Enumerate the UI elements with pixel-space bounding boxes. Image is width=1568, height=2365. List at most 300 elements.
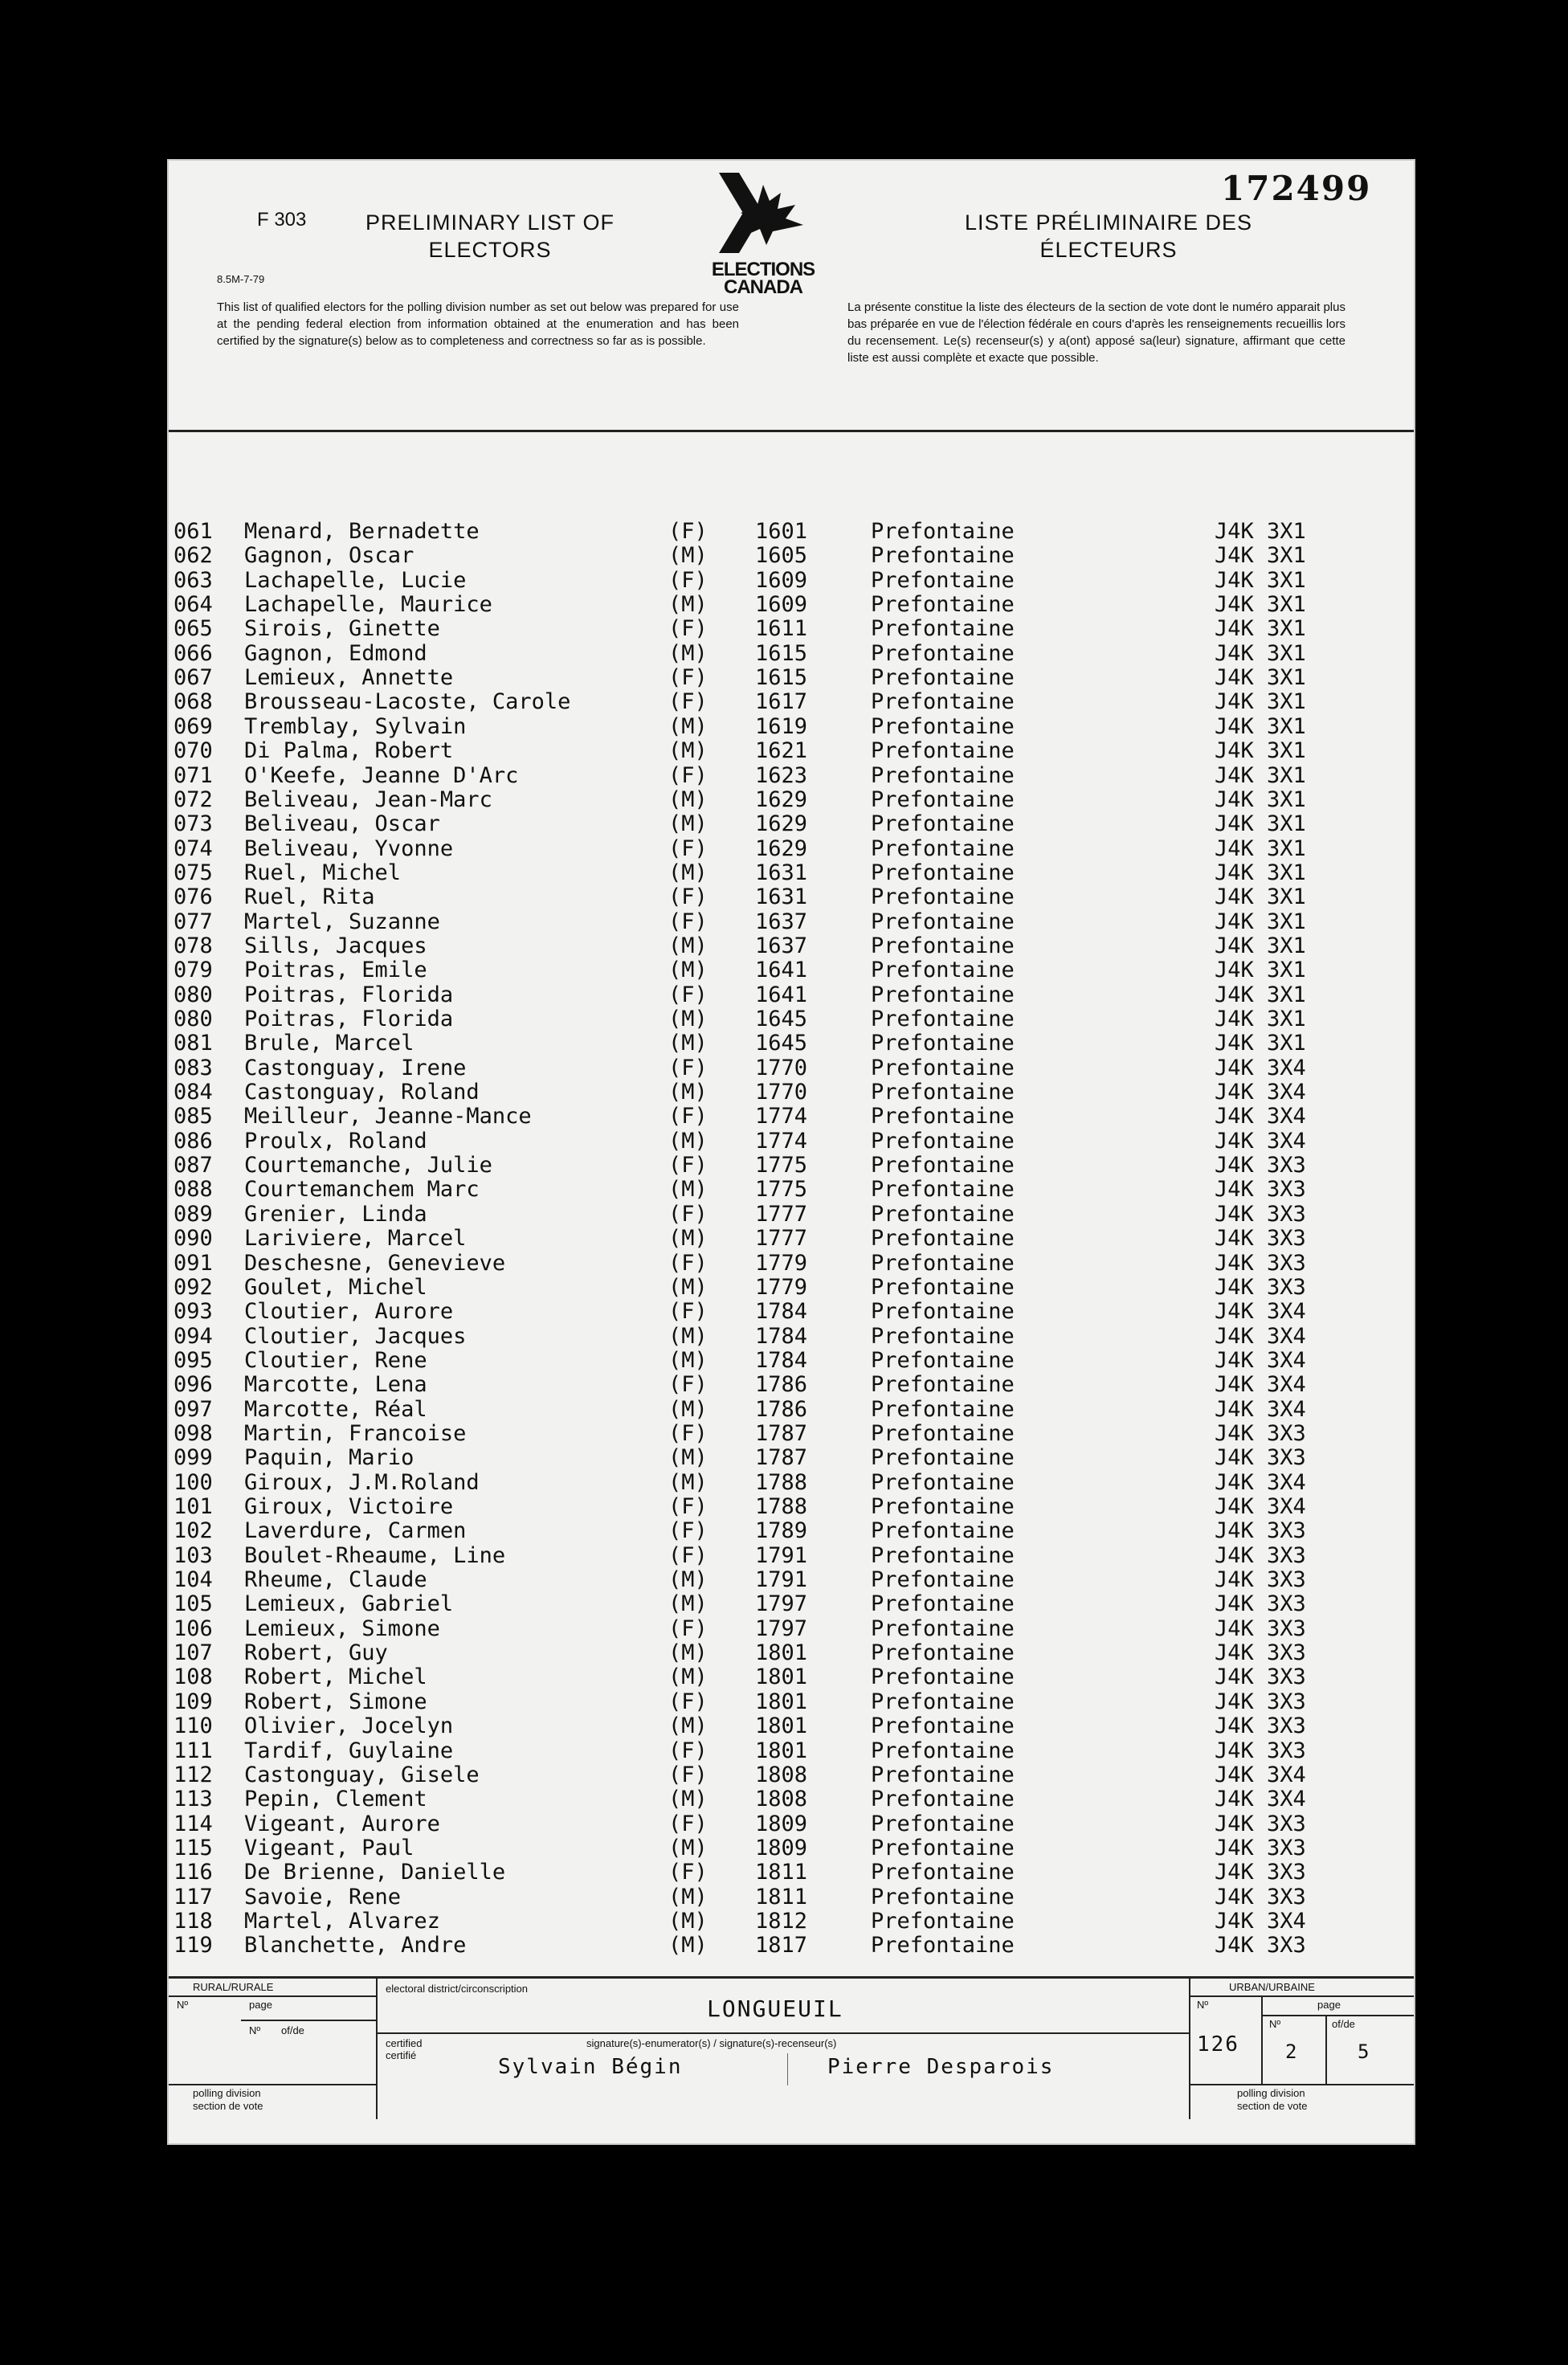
row-number: 092 [174, 1274, 213, 1300]
civic-number: 1629 [755, 786, 808, 812]
row-number: 113 [174, 1787, 213, 1812]
elector-sex: (F) [668, 1542, 708, 1568]
civic-number: 1629 [755, 811, 808, 837]
street-name: Prefontaine [871, 1567, 1015, 1593]
district-label: electoral district/circonscription [386, 1983, 529, 1995]
table-row [169, 592, 1414, 616]
elector-sex: (M) [668, 543, 708, 569]
row-number: 081 [174, 1031, 213, 1056]
elector-sex: (M) [668, 1469, 708, 1495]
rural-of-label: of/de [281, 2024, 304, 2036]
elector-sex: (F) [668, 1372, 708, 1398]
elector-sex: (F) [668, 1104, 708, 1129]
elector-sex: (M) [668, 1884, 708, 1910]
elector-name: Robert, Michel [244, 1664, 427, 1690]
civic-number: 1621 [755, 738, 808, 764]
row-number: 086 [174, 1128, 213, 1154]
elector-sex: (M) [668, 1323, 708, 1349]
elector-name: Beliveau, Oscar [244, 811, 440, 837]
row-number: 085 [174, 1104, 213, 1129]
elector-sex: (F) [668, 567, 708, 593]
elector-sex: (M) [668, 1591, 708, 1617]
postal-code: J4K 3X1 [1215, 519, 1306, 544]
postal-code: J4K 3X1 [1215, 738, 1306, 764]
postal-code: J4K 3X3 [1215, 1445, 1306, 1471]
elector-name: Courtemanche, Julie [244, 1153, 492, 1178]
elector-name: Courtemanchem Marc [244, 1177, 480, 1203]
elector-name: Vigeant, Paul [244, 1835, 414, 1861]
elector-sex: (F) [668, 689, 708, 715]
elector-sex: (M) [668, 1933, 708, 1959]
civic-number: 1609 [755, 567, 808, 593]
elector-sex: (F) [668, 1299, 708, 1325]
street-name: Prefontaine [871, 1542, 1015, 1568]
row-number: 112 [174, 1762, 213, 1787]
urban-of-value: 5 [1358, 2040, 1371, 2063]
elector-name: Blanchette, Andre [244, 1933, 467, 1959]
row-number: 061 [174, 519, 213, 544]
street-name: Prefontaine [871, 1250, 1015, 1276]
civic-number: 1786 [755, 1372, 808, 1398]
row-number: 076 [174, 884, 213, 910]
row-number: 099 [174, 1445, 213, 1471]
rural-polling-en: polling division [193, 2087, 261, 2099]
postal-code: J4K 3X4 [1215, 1347, 1306, 1373]
postal-code: J4K 3X1 [1215, 713, 1306, 739]
elector-sex: (F) [668, 1201, 708, 1227]
footer-block [169, 1976, 1414, 2121]
elector-name: Poitras, Emile [244, 958, 427, 983]
row-number: 079 [174, 958, 213, 983]
street-name: Prefontaine [871, 1811, 1015, 1836]
elector-sex: (M) [668, 1007, 708, 1031]
urban-no2-label: Nº [1269, 2018, 1281, 2030]
urban-label: URBAN/URBAINE [1229, 1981, 1315, 1993]
table-row [169, 1080, 1414, 1104]
urban-no-value: 126 [1197, 2032, 1239, 2057]
elector-name: Cloutier, Aurore [244, 1299, 454, 1325]
elector-sex: (F) [668, 519, 708, 544]
street-name: Prefontaine [871, 1787, 1015, 1812]
civic-number: 1609 [755, 592, 808, 618]
table-row [169, 1616, 1414, 1640]
table-row [169, 1226, 1414, 1250]
postal-code: J4K 3X1 [1215, 1031, 1306, 1056]
street-name: Prefontaine [871, 1372, 1015, 1398]
elector-sex: (F) [668, 1689, 708, 1714]
postal-code: J4K 3X3 [1215, 1860, 1306, 1885]
row-number: 067 [174, 665, 213, 691]
row-number: 116 [174, 1860, 213, 1885]
table-row [169, 1202, 1414, 1226]
street-name: Prefontaine [871, 567, 1015, 593]
civic-number: 1777 [755, 1226, 808, 1252]
postal-code: J4K 3X4 [1215, 1128, 1306, 1154]
civic-number: 1801 [755, 1664, 808, 1690]
table-row [169, 1177, 1414, 1201]
elector-sex: (F) [668, 1153, 708, 1178]
elector-sex: (M) [668, 1274, 708, 1300]
row-number: 084 [174, 1080, 213, 1105]
elector-name: Tardif, Guylaine [244, 1738, 454, 1763]
district-value: LONGUEUIL [707, 1995, 843, 2022]
postal-code: J4K 3X3 [1215, 1518, 1306, 1544]
street-name: Prefontaine [871, 1835, 1015, 1861]
postal-code: J4K 3X3 [1215, 1226, 1306, 1252]
elector-name: Paquin, Mario [244, 1445, 414, 1471]
row-number: 088 [174, 1177, 213, 1203]
elector-name: Boulet-Rheaume, Line [244, 1542, 506, 1568]
table-row [169, 1251, 1414, 1275]
elector-name: Beliveau, Jean-Marc [244, 786, 492, 812]
street-name: Prefontaine [871, 1884, 1015, 1910]
elector-name: Lemieux, Annette [244, 665, 454, 691]
table-row [169, 1031, 1414, 1055]
elector-name: Sills, Jacques [244, 933, 427, 958]
elector-name: Olivier, Jocelyn [244, 1714, 454, 1739]
elector-sex: (M) [668, 1031, 708, 1056]
table-row [169, 1664, 1414, 1689]
row-number: 083 [174, 1055, 213, 1080]
street-name: Prefontaine [871, 1714, 1015, 1739]
elector-name: Di Palma, Robert [244, 738, 454, 764]
row-number: 114 [174, 1811, 213, 1836]
elector-sex: (M) [668, 1567, 708, 1593]
postal-code: J4K 3X3 [1215, 1274, 1306, 1300]
elector-sex: (M) [668, 958, 708, 983]
row-number: 073 [174, 811, 213, 837]
table-row [169, 1372, 1414, 1396]
civic-number: 1641 [755, 958, 808, 983]
civic-number: 1645 [755, 1031, 808, 1056]
row-number: 063 [174, 567, 213, 593]
table-row [169, 909, 1414, 933]
street-name: Prefontaine [871, 1689, 1015, 1714]
street-name: Prefontaine [871, 1299, 1015, 1325]
street-name: Prefontaine [871, 1420, 1015, 1446]
table-row [169, 1933, 1414, 1957]
urban-no-label: Nº [1197, 1999, 1209, 2011]
row-number: 115 [174, 1835, 213, 1861]
street-name: Prefontaine [871, 1591, 1015, 1617]
street-name: Prefontaine [871, 762, 1015, 788]
row-number: 072 [174, 786, 213, 812]
table-row [169, 665, 1414, 689]
elector-name: Giroux, J.M.Roland [244, 1469, 480, 1495]
enumerator-2: Pierre Desparois [827, 2055, 1055, 2079]
table-row [169, 1787, 1414, 1811]
table-row [169, 1104, 1414, 1128]
row-number: 075 [174, 860, 213, 885]
elector-name: Sirois, Ginette [244, 616, 440, 642]
elector-name: Lariviere, Marcel [244, 1226, 467, 1252]
civic-number: 1797 [755, 1615, 808, 1641]
elector-name: Martin, Francoise [244, 1420, 467, 1446]
row-number: 069 [174, 713, 213, 739]
street-name: Prefontaine [871, 1007, 1015, 1031]
civic-number: 1605 [755, 543, 808, 569]
street-name: Prefontaine [871, 1640, 1015, 1666]
street-name: Prefontaine [871, 1738, 1015, 1763]
elector-name: Cloutier, Jacques [244, 1323, 467, 1349]
postal-code: J4K 3X4 [1215, 1104, 1306, 1129]
elector-name: Ruel, Michel [244, 860, 402, 885]
postal-code: J4K 3X3 [1215, 1835, 1306, 1861]
postal-code: J4K 3X1 [1215, 786, 1306, 812]
civic-number: 1801 [755, 1689, 808, 1714]
form-number: F 303 [257, 209, 307, 231]
postal-code: J4K 3X3 [1215, 1615, 1306, 1641]
title-english [345, 209, 635, 263]
row-number: 089 [174, 1201, 213, 1227]
street-name: Prefontaine [871, 1201, 1015, 1227]
row-number: 071 [174, 762, 213, 788]
elector-name: Giroux, Victoire [244, 1494, 454, 1519]
form-code: 8.5M-7-79 [217, 273, 265, 285]
civic-number: 1617 [755, 689, 808, 715]
elector-name: Laverdure, Carmen [244, 1518, 467, 1544]
table-row [169, 1763, 1414, 1787]
urban-polling-en: polling division [1237, 2087, 1305, 2099]
electors-list-sheet [167, 159, 1415, 2145]
elector-sex: (M) [668, 1128, 708, 1154]
civic-number: 1784 [755, 1323, 808, 1349]
civic-number: 1619 [755, 713, 808, 739]
table-row [169, 738, 1414, 762]
title-en-line1: PRELIMINARY LIST OF [365, 210, 615, 235]
civic-number: 1775 [755, 1177, 808, 1203]
table-row [169, 1348, 1414, 1372]
postal-code: J4K 3X4 [1215, 1494, 1306, 1519]
elector-sex: (F) [668, 884, 708, 910]
street-name: Prefontaine [871, 689, 1015, 715]
table-row [169, 1421, 1414, 1445]
elector-sex: (F) [668, 1762, 708, 1787]
street-name: Prefontaine [871, 860, 1015, 885]
elector-sex: (M) [668, 1640, 708, 1666]
elector-name: Lemieux, Simone [244, 1615, 440, 1641]
civic-number: 1786 [755, 1396, 808, 1422]
street-name: Prefontaine [871, 616, 1015, 642]
row-number: 109 [174, 1689, 213, 1714]
row-number: 102 [174, 1518, 213, 1544]
civic-number: 1775 [755, 1153, 808, 1178]
postal-code: J4K 3X1 [1215, 811, 1306, 837]
table-row [169, 616, 1414, 640]
row-number: 095 [174, 1347, 213, 1373]
row-number: 078 [174, 933, 213, 958]
elector-sex: (M) [668, 1787, 708, 1812]
civic-number: 1812 [755, 1908, 808, 1934]
table-row [169, 1007, 1414, 1031]
table-row [169, 1640, 1414, 1664]
elector-sex: (F) [668, 909, 708, 934]
row-number: 104 [174, 1567, 213, 1593]
civic-number: 1808 [755, 1787, 808, 1812]
street-name: Prefontaine [871, 1494, 1015, 1519]
row-number: 068 [174, 689, 213, 715]
postal-code: J4K 3X1 [1215, 543, 1306, 569]
elector-sex: (F) [668, 1420, 708, 1446]
street-name: Prefontaine [871, 786, 1015, 812]
civic-number: 1801 [755, 1714, 808, 1739]
table-row [169, 1591, 1414, 1615]
row-number: 087 [174, 1153, 213, 1178]
postal-code: J4K 3X1 [1215, 616, 1306, 642]
table-row [169, 1860, 1414, 1884]
elector-name: Deschesne, Genevieve [244, 1250, 506, 1276]
postal-code: J4K 3X4 [1215, 1908, 1306, 1934]
postal-code: J4K 3X4 [1215, 1469, 1306, 1495]
elector-sex: (F) [668, 1055, 708, 1080]
elector-name: Martel, Alvarez [244, 1908, 440, 1934]
table-row [169, 1275, 1414, 1299]
postal-code: J4K 3X1 [1215, 909, 1306, 934]
postal-code: J4K 3X1 [1215, 762, 1306, 788]
elector-sex: (F) [668, 1494, 708, 1519]
rural-polling-fr: section de vote [193, 2100, 263, 2112]
elector-sex: (M) [668, 1908, 708, 1934]
elector-name: Ruel, Rita [244, 884, 375, 910]
street-name: Prefontaine [871, 1615, 1015, 1641]
table-row [169, 1714, 1414, 1738]
elector-sex: (F) [668, 1518, 708, 1544]
elector-name: Goulet, Michel [244, 1274, 427, 1300]
urban-polling-fr: section de vote [1237, 2100, 1308, 2112]
table-row [169, 689, 1414, 713]
civic-number: 1623 [755, 762, 808, 788]
row-number: 110 [174, 1714, 213, 1739]
table-row [169, 568, 1414, 592]
elector-sex: (F) [668, 1811, 708, 1836]
street-name: Prefontaine [871, 1762, 1015, 1787]
row-number: 111 [174, 1738, 213, 1763]
postal-code: J4K 3X3 [1215, 1738, 1306, 1763]
elector-name: Castonguay, Gisele [244, 1762, 480, 1787]
table-row [169, 714, 1414, 738]
elector-sex: (M) [668, 1835, 708, 1861]
elector-sex: (M) [668, 713, 708, 739]
street-name: Prefontaine [871, 1347, 1015, 1373]
maple-leaf-x-icon [683, 169, 843, 257]
table-row [169, 763, 1414, 787]
elector-sex: (F) [668, 616, 708, 642]
row-number: 108 [174, 1664, 213, 1690]
elector-name: Proulx, Roland [244, 1128, 427, 1154]
logo-line2: CANADA [724, 276, 802, 298]
street-name: Prefontaine [871, 519, 1015, 544]
row-number: 096 [174, 1372, 213, 1398]
elector-name: O'Keefe, Jeanne D'Arc [244, 762, 519, 788]
elector-sex: (F) [668, 665, 708, 691]
table-row [169, 933, 1414, 958]
postal-code: J4K 3X3 [1215, 1250, 1306, 1276]
postal-code: J4K 3X4 [1215, 1762, 1306, 1787]
elector-sex: (F) [668, 835, 708, 861]
postal-code: J4K 3X3 [1215, 1689, 1306, 1714]
elector-name: Robert, Guy [244, 1640, 388, 1666]
elector-name: Meilleur, Jeanne-Mance [244, 1104, 532, 1129]
elector-name: De Brienne, Danielle [244, 1860, 506, 1885]
elector-sex: (F) [668, 1860, 708, 1885]
street-name: Prefontaine [871, 1664, 1015, 1690]
table-row [169, 1153, 1414, 1177]
row-number: 090 [174, 1226, 213, 1252]
postal-code: J4K 3X1 [1215, 567, 1306, 593]
civic-number: 1797 [755, 1591, 808, 1617]
postal-code: J4K 3X3 [1215, 1640, 1306, 1666]
civic-number: 1808 [755, 1762, 808, 1787]
postal-code: J4K 3X4 [1215, 1323, 1306, 1349]
elector-name: Grenier, Linda [244, 1201, 427, 1227]
civic-number: 1615 [755, 665, 808, 691]
street-name: Prefontaine [871, 835, 1015, 861]
civic-number: 1601 [755, 519, 808, 544]
street-name: Prefontaine [871, 1080, 1015, 1105]
rural-no2-label: Nº [249, 2024, 261, 2036]
table-row [169, 1397, 1414, 1421]
intro-english: This list of qualified electors for the polling division number as set out below was prepared for use at the pending federal election from information obtained at the enumeration and has been certified by the signature(s) below as to completeness and correctness so far as is possible. [217, 300, 739, 348]
civic-number: 1801 [755, 1738, 808, 1763]
urban-page-value: 2 [1285, 2040, 1299, 2063]
street-name: Prefontaine [871, 958, 1015, 983]
row-number: 100 [174, 1469, 213, 1495]
street-name: Prefontaine [871, 713, 1015, 739]
civic-number: 1811 [755, 1860, 808, 1885]
civic-number: 1770 [755, 1080, 808, 1105]
street-name: Prefontaine [871, 1908, 1015, 1934]
elector-name: Gagnon, Oscar [244, 543, 414, 569]
postal-code: J4K 3X1 [1215, 665, 1306, 691]
elector-name: Castonguay, Irene [244, 1055, 467, 1080]
elector-sex: (F) [668, 1250, 708, 1276]
table-row [169, 543, 1414, 567]
elector-sex: (F) [668, 762, 708, 788]
civic-number: 1637 [755, 909, 808, 934]
street-name: Prefontaine [871, 1104, 1015, 1129]
elector-sex: (M) [668, 640, 708, 666]
civic-number: 1791 [755, 1567, 808, 1593]
table-row [169, 958, 1414, 982]
table-row [169, 787, 1414, 811]
elector-name: Robert, Simone [244, 1689, 427, 1714]
street-name: Prefontaine [871, 982, 1015, 1007]
civic-number: 1611 [755, 616, 808, 642]
street-name: Prefontaine [871, 738, 1015, 764]
postal-code: J4K 3X3 [1215, 1811, 1306, 1836]
row-number: 062 [174, 543, 213, 569]
postal-code: J4K 3X1 [1215, 884, 1306, 910]
street-name: Prefontaine [871, 1518, 1015, 1544]
street-name: Prefontaine [871, 1445, 1015, 1471]
street-name: Prefontaine [871, 543, 1015, 569]
table-row [169, 1738, 1414, 1763]
rural-no-label: Nº [177, 1999, 189, 2011]
street-name: Prefontaine [871, 1128, 1015, 1154]
row-number: 091 [174, 1250, 213, 1276]
table-row [169, 1518, 1414, 1542]
civic-number: 1637 [755, 933, 808, 958]
street-name: Prefontaine [871, 1274, 1015, 1300]
street-name: Prefontaine [871, 1323, 1015, 1349]
enumerator-1: Sylvain Bégin [498, 2055, 683, 2079]
street-name: Prefontaine [871, 1933, 1015, 1959]
postal-code: J4K 3X4 [1215, 1787, 1306, 1812]
elector-sex: (M) [668, 1714, 708, 1739]
street-name: Prefontaine [871, 884, 1015, 910]
elector-sex: (F) [668, 1615, 708, 1641]
elector-name: Brule, Marcel [244, 1031, 414, 1056]
